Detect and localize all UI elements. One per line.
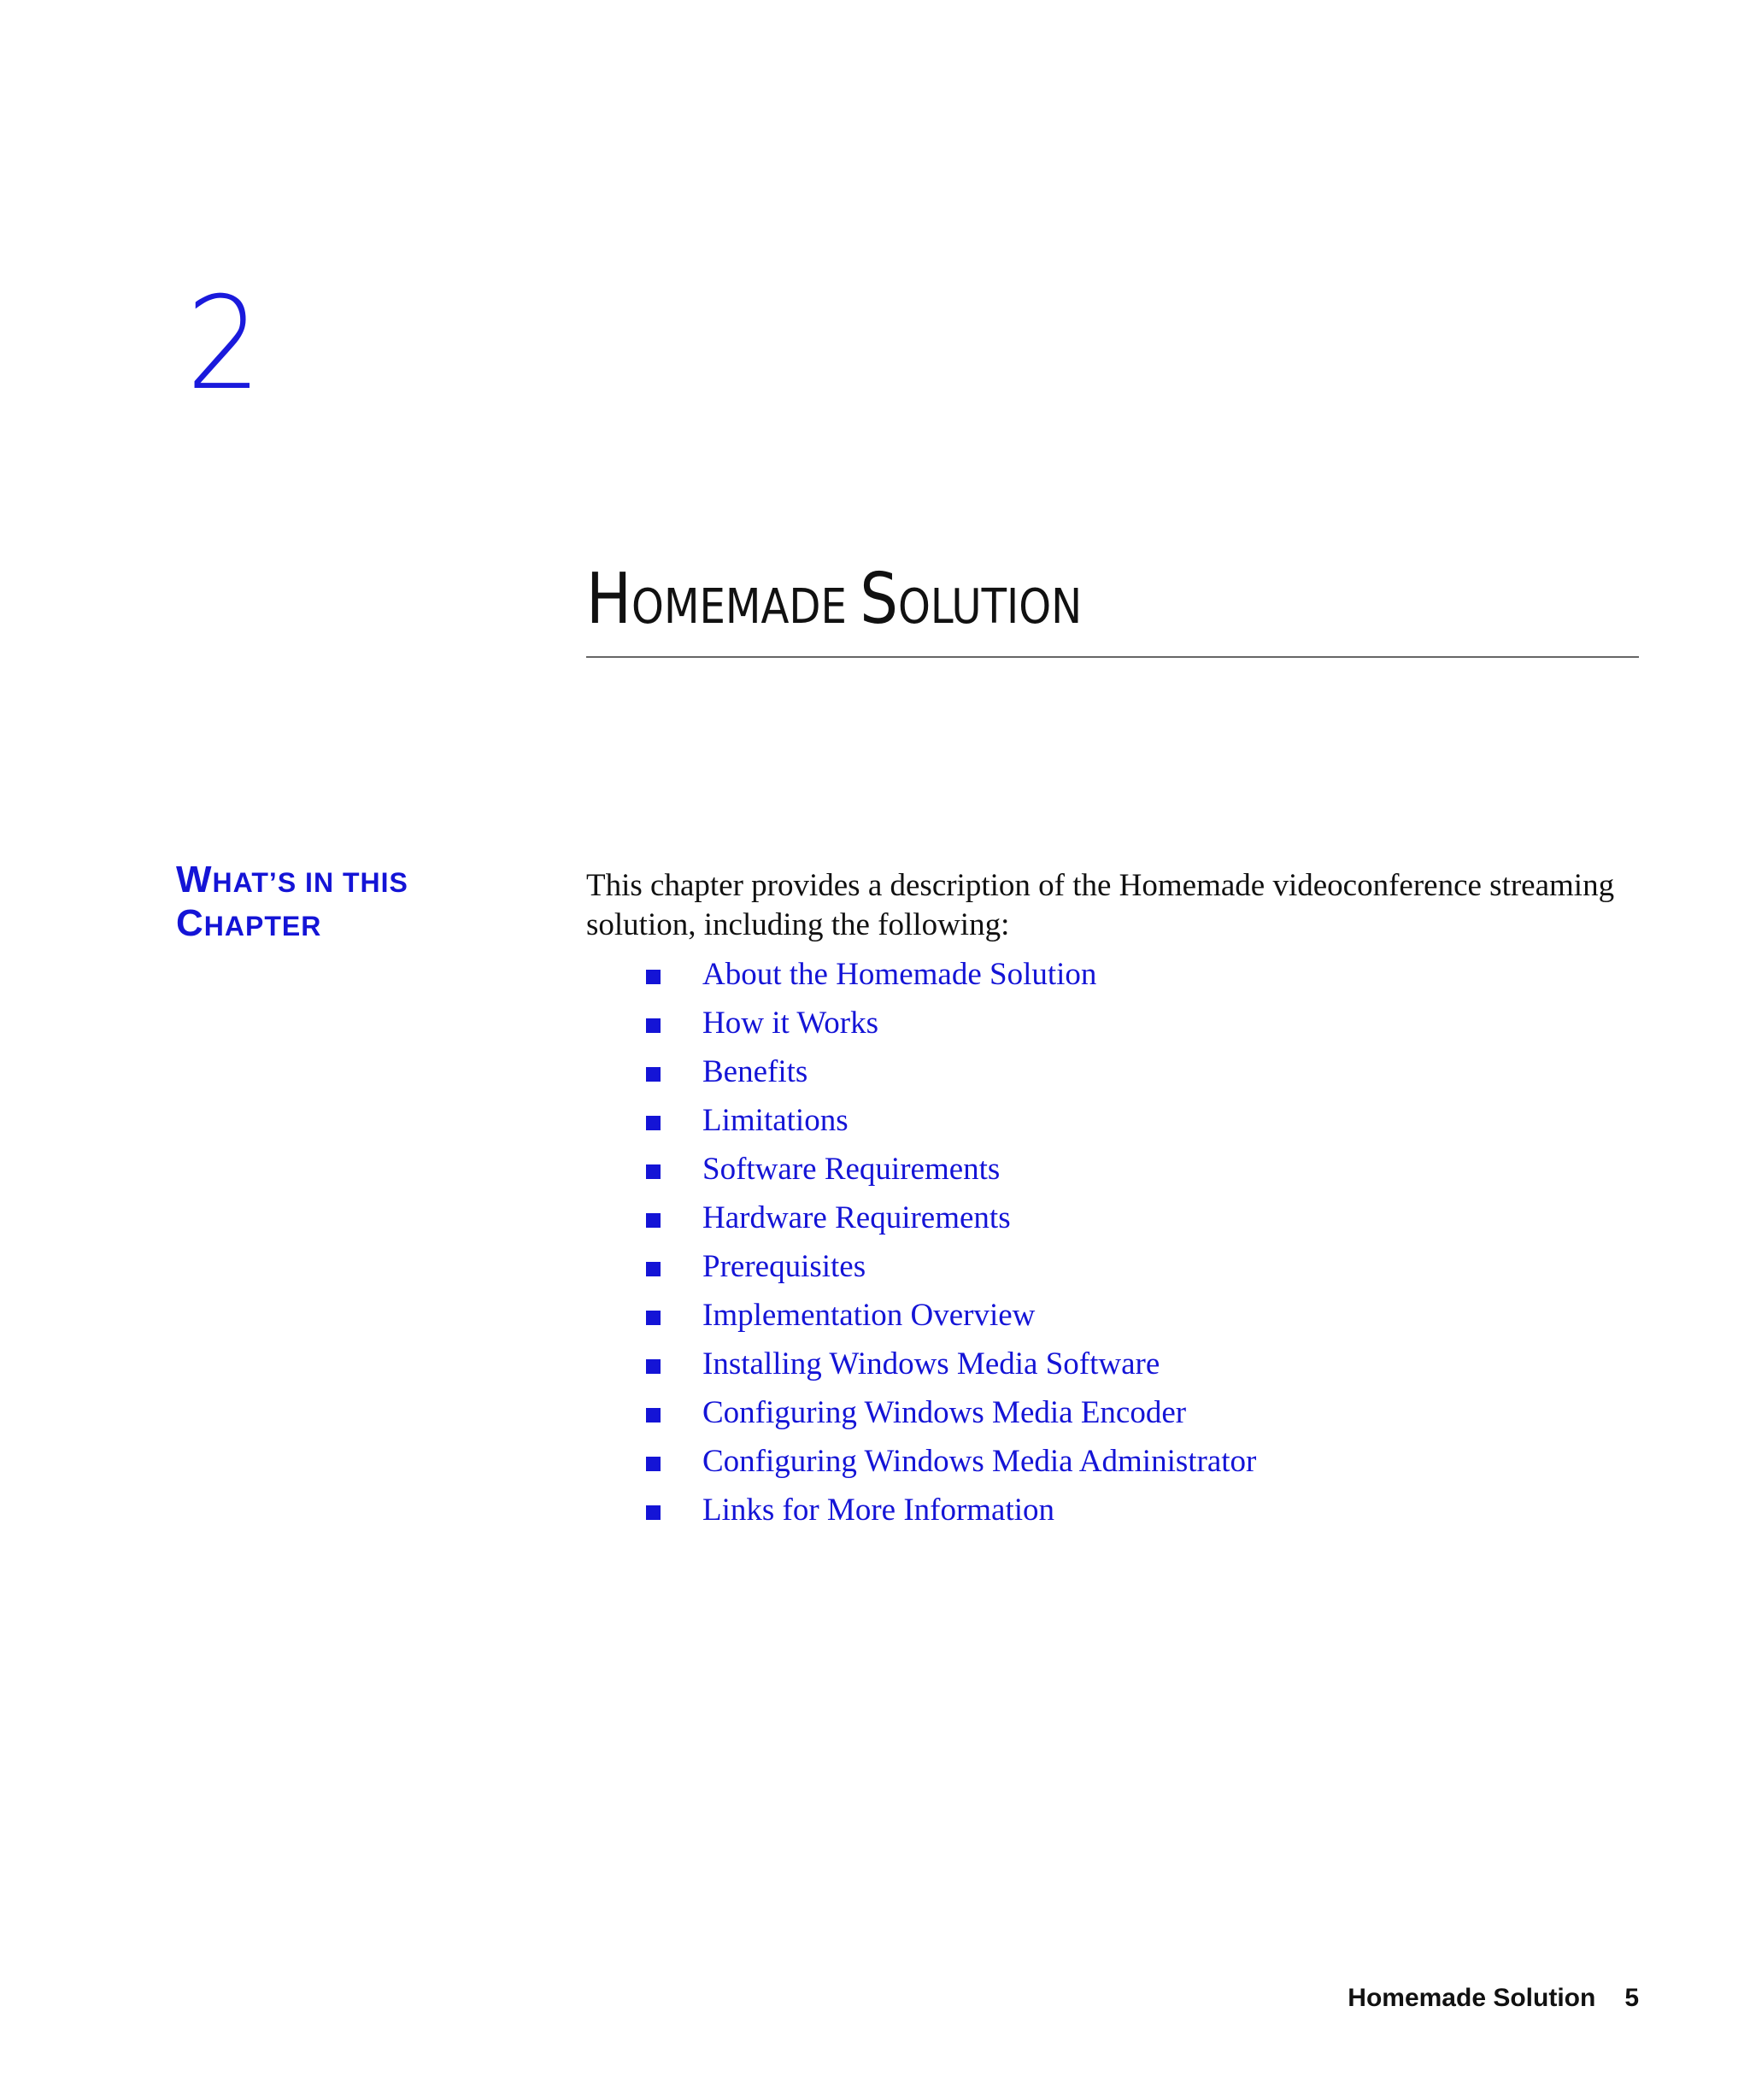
link-installing-windows-media-software[interactable]: Installing Windows Media Software (702, 1346, 1160, 1381)
link-hardware-requirements[interactable]: Hardware Requirements (702, 1200, 1011, 1235)
chapter-title-cap-2: S (860, 559, 899, 640)
list-item (586, 1145, 1639, 1194)
list-item (586, 950, 1639, 999)
link-how-it-works[interactable]: How it Works (702, 1006, 879, 1041)
chapter-contents-list (586, 950, 1639, 1534)
square-bullet-icon (646, 1262, 661, 1276)
list-item (586, 1340, 1639, 1388)
link-configuring-windows-media-encoder[interactable]: Configuring Windows Media Encoder (702, 1395, 1187, 1430)
side-heading-cap-1: W (176, 859, 213, 900)
side-heading-rest-2: HAPTER (203, 911, 322, 941)
link-benefits[interactable]: Benefits (702, 1054, 808, 1089)
footer-section-title: Homemade Solution (1348, 1984, 1596, 2012)
link-prerequisites[interactable]: Prerequisites (702, 1249, 866, 1284)
square-bullet-icon (646, 1359, 661, 1374)
list-item (586, 1242, 1639, 1291)
square-bullet-icon (646, 1018, 661, 1033)
square-bullet-icon (646, 1505, 661, 1520)
side-heading-cap-2: C (176, 902, 204, 944)
square-bullet-icon (646, 1164, 661, 1179)
link-about-homemade-solution[interactable]: About the Homemade Solution (702, 957, 1097, 992)
link-implementation-overview[interactable]: Implementation Overview (702, 1298, 1036, 1333)
chapter-number: 2 (186, 270, 259, 419)
list-item (586, 999, 1639, 1047)
side-heading-line-1 (176, 859, 535, 903)
square-bullet-icon (646, 1408, 661, 1422)
chapter-title-cap-1: H (586, 559, 632, 640)
title-divider (586, 656, 1639, 658)
list-item (586, 1437, 1639, 1486)
square-bullet-icon (646, 1457, 661, 1471)
square-bullet-icon (646, 970, 661, 984)
square-bullet-icon (646, 1311, 661, 1325)
side-heading-line-2 (176, 903, 535, 947)
side-heading (176, 859, 535, 947)
square-bullet-icon (646, 1067, 661, 1082)
link-configuring-windows-media-administrator[interactable]: Configuring Windows Media Administrator (702, 1444, 1257, 1479)
chapter-title-rest-2: OLUTION (898, 579, 1083, 635)
chapter-title-rest-1: OMEMADE (631, 579, 847, 635)
link-links-for-more-information[interactable]: Links for More Information (702, 1493, 1055, 1528)
list-item (586, 1486, 1639, 1534)
chapter-title (586, 559, 1083, 642)
list-item (586, 1194, 1639, 1242)
link-limitations[interactable]: Limitations (702, 1103, 849, 1138)
list-item (586, 1047, 1639, 1096)
list-item (586, 1388, 1639, 1437)
list-item (586, 1291, 1639, 1340)
list-item (586, 1096, 1639, 1145)
page-footer (1348, 1981, 1639, 2015)
square-bullet-icon (646, 1116, 661, 1130)
link-software-requirements[interactable]: Software Requirements (702, 1152, 1001, 1187)
square-bullet-icon (646, 1213, 661, 1228)
page-number: 5 (1624, 1984, 1639, 2012)
side-heading-rest-1: HAT’S IN THIS (212, 867, 408, 898)
intro-paragraph: This chapter provides a description of the Homemade videoconference streaming solution, including the following: (586, 868, 1615, 942)
